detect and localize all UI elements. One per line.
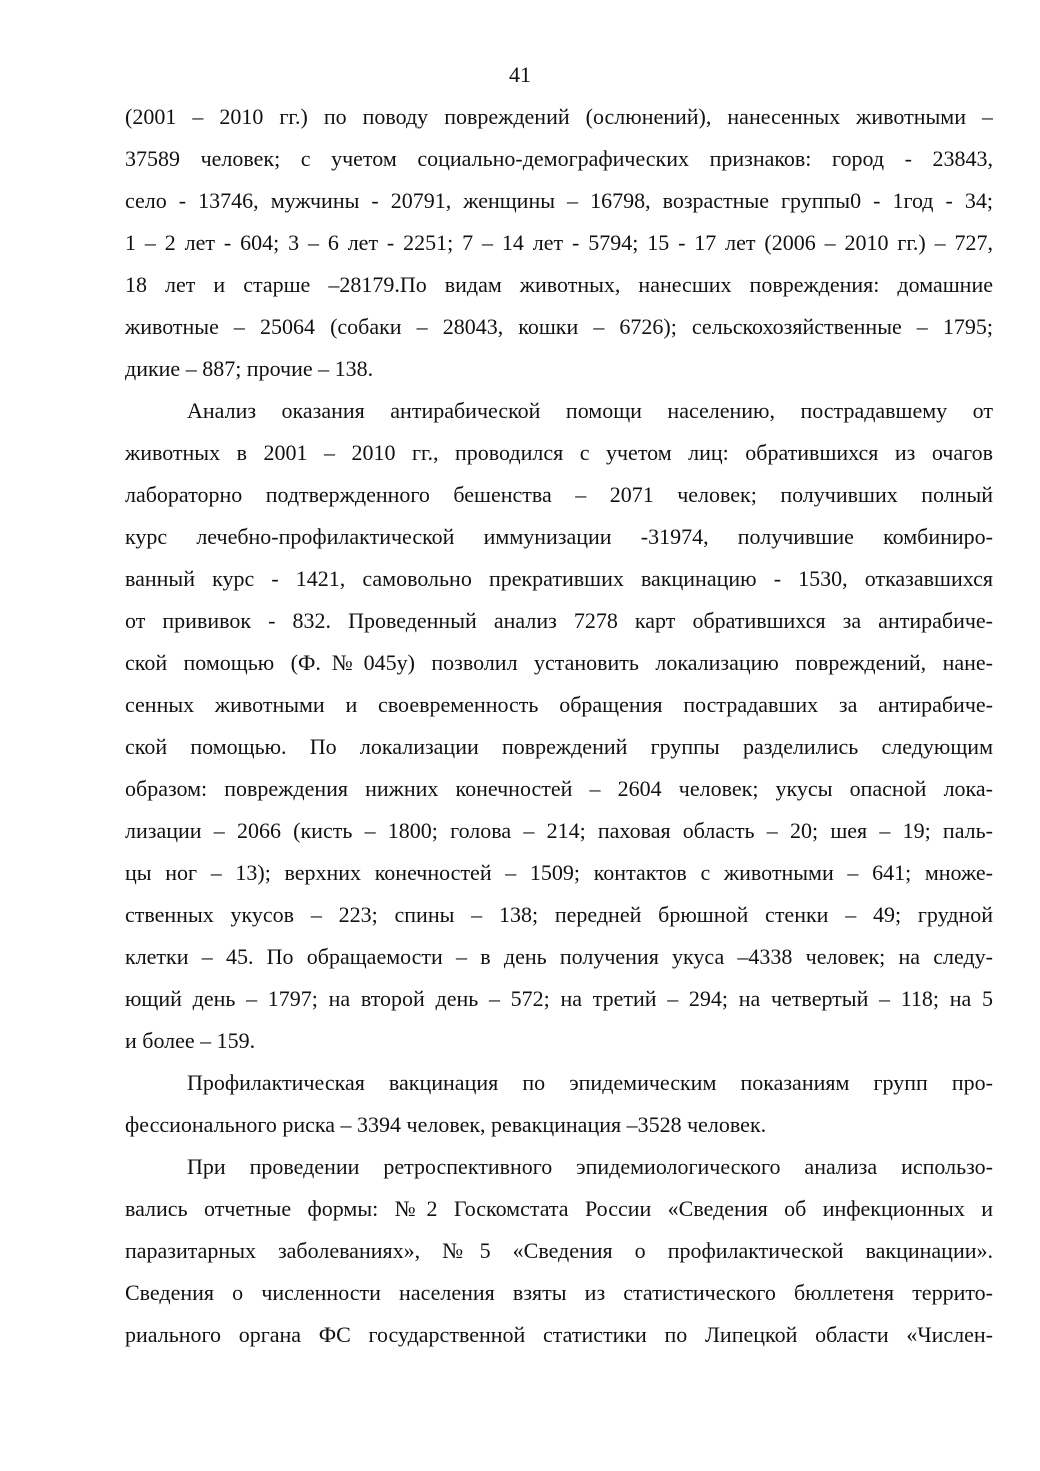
text-line: ской помощью. По локализации повреждений группы разделились следующим [125,734,993,759]
text-line: образом: повреждения нижних конечностей – 2604 человек; укусы опасной лока- [125,776,993,801]
text-line: фессионального риска – 3394 человек, ревакцинация –3528 человек. [125,1112,767,1137]
body-text [125,96,993,1356]
text-line: ющий день – 1797; на второй день – 572; на третий – 294; на четвертый – 118; на 5 [125,986,993,1011]
text-line: животные – 25064 (собаки – 28043, кошки – 6726); сельскохозяйственные – 1795; [125,314,993,339]
text-line: ванный курс - 1421, самовольно прекративших вакцинацию - 1530, отказавшихся [125,566,993,591]
text-line: село - 13746, мужчины - 20791, женщины – 16798, возрастные группы0 - 1год - 34; [125,188,993,213]
text-line: дикие – 887; прочие – 138. [125,356,374,381]
page-number: 41 [509,62,531,87]
text-line: цы ног – 13); верхних конечностей – 1509; контактов с животными – 641; множе- [125,860,993,885]
text-line: ской помощью (Ф.№045у) позволил установить локализацию повреждений, нане- [125,650,993,675]
text-line: клетки – 45. По обращаемости – в день получения укуса –4338 человек; на следу- [125,944,993,969]
paragraph [125,1062,993,1146]
text-line: и более – 159. [125,1028,256,1053]
text-line: курс лечебно-профилактической иммунизации -31974, получившие комбиниро- [125,524,993,549]
text-line: сенных животными и своевременность обращения пострадавших за антирабиче- [125,692,993,717]
text-line: риального органа ФС государственной статистики по Липецкой области «Числен- [125,1322,993,1347]
text-line: 1 – 2 лет - 604; 3 – 6 лет - 2251; 7 – 14 лет - 5794; 15 - 17 лет (2006 – 2010 гг.) – 727, [125,230,993,255]
text-line: вались отчетные формы: №2 Госкомстата России «Сведения об инфекционных и [125,1196,993,1221]
text-line: паразитарных заболеваниях», №5 «Сведения о профилактической вакцинации». [125,1238,993,1263]
text-line: 18 лет и старше –28179.По видам животных, нанесших повреждения: домашние [125,272,993,297]
paragraph [125,96,993,390]
text-line: Сведения о численности населения взяты из статистического бюллетеня террито- [125,1280,993,1305]
text-line: При проведении ретроспективного эпидемиологического анализа использо- [187,1154,993,1179]
text-line: лабораторно подтвержденного бешенства – 2071 человек; получивших полный [125,482,993,507]
paragraph [125,390,993,1062]
paragraph [125,1146,993,1356]
text-line: Анализ оказания антирабической помощи населению, пострадавшему от [187,398,993,423]
text-line: животных в 2001 – 2010 гг., проводился с учетом лиц: обратившихся из очагов [125,440,993,465]
text-line: Профилактическая вакцинация по эпидемическим показаниям групп про- [187,1070,993,1095]
text-line: ственных укусов – 223; спины – 138; передней брюшной стенки – 49; грудной [125,902,993,927]
text-line: (2001 – 2010 гг.) по поводу повреждений (ослюнений), нанесенных животными – [125,104,993,129]
text-line: от прививок - 832. Проведенный анализ 7278 карт обратившихся за антирабиче- [125,608,993,633]
text-line: лизации – 2066 (кисть – 1800; голова – 214; паховая область – 20; шея – 19; паль- [125,818,993,843]
text-line: 37589 человек; с учетом социально-демографических признаков: город - 23843, [125,146,993,171]
